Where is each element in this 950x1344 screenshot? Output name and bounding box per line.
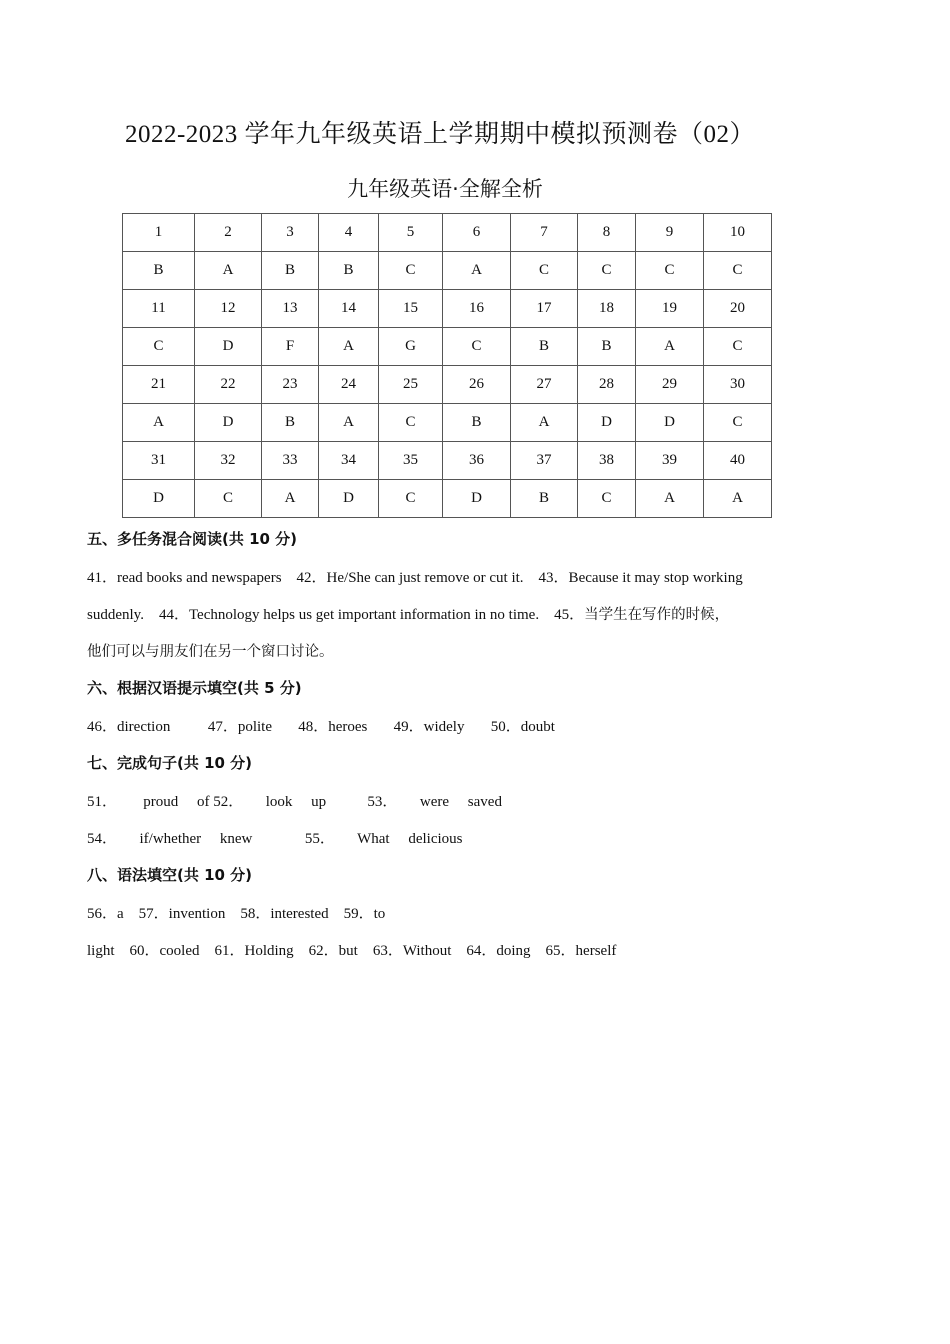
answer-table-cell: 26	[443, 366, 511, 404]
answer-table-cell: A	[123, 404, 195, 442]
answer-table-cell: 19	[636, 290, 704, 328]
section-5-line-3: 他们可以与朋友们在另一个窗口讨论。	[87, 644, 334, 660]
answer-table-cell: D	[636, 404, 704, 442]
answer-table-row	[123, 252, 772, 290]
answer-table-cell: C	[704, 404, 772, 442]
section-7-line-2: 54． if/whether knew 55． What delicious	[87, 831, 463, 847]
answer-table-row	[123, 404, 772, 442]
answer-table-cell: 40	[704, 442, 772, 480]
answer-table-cell: 24	[319, 366, 379, 404]
answer-table-cell: 39	[636, 442, 704, 480]
document-title: 2022-2023 学年九年级英语上学期期中模拟预测卷（02）	[124, 121, 756, 148]
answer-table-cell: A	[636, 328, 704, 366]
answer-table	[122, 213, 772, 518]
answer-table-cell: C	[123, 328, 195, 366]
answer-table-cell: A	[704, 480, 772, 518]
answer-table-cell: 12	[195, 290, 262, 328]
answer-table-cell: 27	[511, 366, 578, 404]
answer-table-cell: 38	[578, 442, 636, 480]
answer-table-cell: D	[195, 328, 262, 366]
answer-table-cell: B	[511, 480, 578, 518]
answer-table-cell: C	[195, 480, 262, 518]
answer-table-cell: 23	[262, 366, 319, 404]
answer-table-cell: 17	[511, 290, 578, 328]
answer-table-cell: C	[636, 252, 704, 290]
answer-table-cell: D	[443, 480, 511, 518]
answer-table-cell: 16	[443, 290, 511, 328]
answer-table-row	[123, 290, 772, 328]
answer-table-cell: B	[262, 252, 319, 290]
answer-table-cell: A	[319, 404, 379, 442]
section-6-line-1: 46．direction 47．polite 48．heroes 49．widely 50．doubt	[87, 719, 555, 735]
section-5-line-1: 41．read books and newspapers 42．He/She can just remove or cut it. 43．Because it may stop working	[87, 570, 743, 586]
answer-table-cell: 36	[443, 442, 511, 480]
answer-table-cell: C	[379, 404, 443, 442]
answer-table-cell: 1	[123, 214, 195, 252]
section-8-line-2: light 60．cooled 61．Holding 62．but 63．Without 64．doing 65．herself	[87, 943, 617, 959]
answer-table-cell: 32	[195, 442, 262, 480]
answer-table-cell: B	[123, 252, 195, 290]
answer-table-cell: F	[262, 328, 319, 366]
answer-table-cell: 4	[319, 214, 379, 252]
answer-table-row	[123, 366, 772, 404]
answer-table-cell: C	[578, 480, 636, 518]
section-5-line-2-en: suddenly. 44．Technology helps us get important information in no time. 45．	[87, 607, 585, 623]
section-7-line-1: 51． proud of 52． look up 53． were saved	[87, 794, 502, 810]
answer-table-cell: 11	[123, 290, 195, 328]
answer-table-cell: 34	[319, 442, 379, 480]
answer-table-cell: C	[379, 252, 443, 290]
answer-table-cell: 15	[379, 290, 443, 328]
answer-table-cell: 29	[636, 366, 704, 404]
answer-table-cell: 3	[262, 214, 319, 252]
answer-table-cell: A	[636, 480, 704, 518]
answer-table-cell: 31	[123, 442, 195, 480]
answer-table-cell: D	[195, 404, 262, 442]
answer-table-cell: D	[123, 480, 195, 518]
section-5-line-2-cn: 当学生在写作的时候，	[584, 607, 730, 623]
answer-table-cell: 37	[511, 442, 578, 480]
answer-table-cell: 9	[636, 214, 704, 252]
section-8-line-1: 56．a 57．invention 58．interested 59．to	[87, 906, 386, 922]
section-5-line-2	[87, 603, 729, 624]
answer-table-cell: 28	[578, 366, 636, 404]
answer-table-cell: A	[511, 404, 578, 442]
answer-table-cell: 22	[195, 366, 262, 404]
answer-table-cell: C	[443, 328, 511, 366]
answer-table-cell: C	[511, 252, 578, 290]
answer-table-row	[123, 442, 772, 480]
answer-table-cell: C	[379, 480, 443, 518]
section-5-title: 五、多任务混合阅读(共 10 分)	[87, 530, 298, 548]
answer-table-cell: 20	[704, 290, 772, 328]
answer-table-cell: 21	[123, 366, 195, 404]
answer-table-cell: C	[704, 328, 772, 366]
section-7-title: 七、完成句子(共 10 分)	[87, 754, 253, 772]
answer-table-cell: C	[578, 252, 636, 290]
answer-table-row	[123, 480, 772, 518]
answer-table-cell: B	[443, 404, 511, 442]
section-8-title: 八、语法填空(共 10 分)	[87, 866, 253, 884]
answer-table-cell: 13	[262, 290, 319, 328]
answer-table-cell: B	[319, 252, 379, 290]
answer-table-cell: 14	[319, 290, 379, 328]
answer-table-cell: 18	[578, 290, 636, 328]
document-subtitle: 九年级英语·全解全析	[347, 177, 543, 201]
answer-table-cell: D	[578, 404, 636, 442]
answer-table-cell: 8	[578, 214, 636, 252]
answer-table-cell: C	[704, 252, 772, 290]
answer-table-cell: A	[319, 328, 379, 366]
answer-table-cell: 30	[704, 366, 772, 404]
answer-table-cell: D	[319, 480, 379, 518]
answer-table-cell: B	[262, 404, 319, 442]
answer-table-cell: B	[578, 328, 636, 366]
section-6-title: 六、根据汉语提示填空(共 5 分)	[87, 679, 302, 697]
answer-table-cell: 2	[195, 214, 262, 252]
answer-table-cell: 5	[379, 214, 443, 252]
answer-table-cell: 33	[262, 442, 319, 480]
answer-table-cell: 10	[704, 214, 772, 252]
answer-table-cell: 6	[443, 214, 511, 252]
answer-table-cell: 25	[379, 366, 443, 404]
answer-table-cell: A	[443, 252, 511, 290]
answer-table-cell: 7	[511, 214, 578, 252]
answer-table-cell: 35	[379, 442, 443, 480]
answer-table-cell: G	[379, 328, 443, 366]
answer-table-row	[123, 214, 772, 252]
answer-table-cell: B	[511, 328, 578, 366]
answer-table-cell: A	[195, 252, 262, 290]
answer-table-row	[123, 328, 772, 366]
answer-table-cell: A	[262, 480, 319, 518]
